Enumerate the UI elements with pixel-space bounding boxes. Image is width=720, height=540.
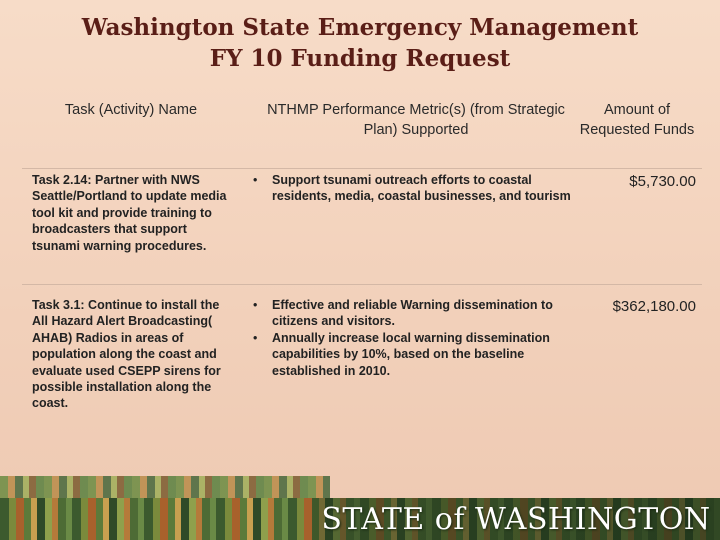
task-cell: Task 3.1: Continue to install the All Hazard Alert Broadcasting( AHAB) Radios in areas of population along the coast and evaluate used CSEPP sirens for possible installation along the coast. <box>32 298 221 411</box>
metric-cell <box>240 172 572 284</box>
table-row <box>22 284 702 422</box>
metric-list <box>250 297 572 379</box>
metric-text: Annually increase local warning dissemination capabilities by 10%, based on the baseline established in 2010. <box>272 330 550 378</box>
amount-cell: $362,180.00 <box>612 298 696 315</box>
funding-table <box>22 92 702 422</box>
header-task: Task (Activity) Name <box>64 102 198 118</box>
list-item <box>250 172 572 205</box>
state-banner: STATE of WASHINGTON <box>312 498 720 540</box>
title-line-2: FY 10 Funding Request <box>209 45 511 72</box>
header-metric: NTHMP Performance Metric(s) (from Strategic Plan) Supported <box>267 102 565 138</box>
bullet-icon: • <box>253 330 258 345</box>
metric-text: Effective and reliable Warning dissemination to citizens and visitors. <box>272 298 553 329</box>
table-header-row <box>22 92 702 168</box>
page-title <box>0 12 720 74</box>
task-cell: Task 2.14: Partner with NWS Seattle/Portland to update media tool kit and provide training to broadcasters that support tsunami warning procedures. <box>32 173 227 253</box>
bullet-icon: • <box>253 173 258 187</box>
list-item <box>250 297 572 330</box>
metric-text: Support tsunami outreach efforts to coastal residents, media, coastal businesses, and tourism <box>272 173 571 204</box>
list-item <box>250 330 572 379</box>
bullet-icon: • <box>253 298 258 312</box>
title-line-1: Washington State Emergency Management <box>81 14 639 41</box>
header-amount: Amount of Requested Funds <box>579 102 695 138</box>
table-row <box>22 168 702 284</box>
metric-cell <box>240 297 572 422</box>
metric-list <box>250 172 572 205</box>
footer-mosaic-upper <box>0 476 330 498</box>
amount-cell: $5,730.00 <box>629 173 696 190</box>
